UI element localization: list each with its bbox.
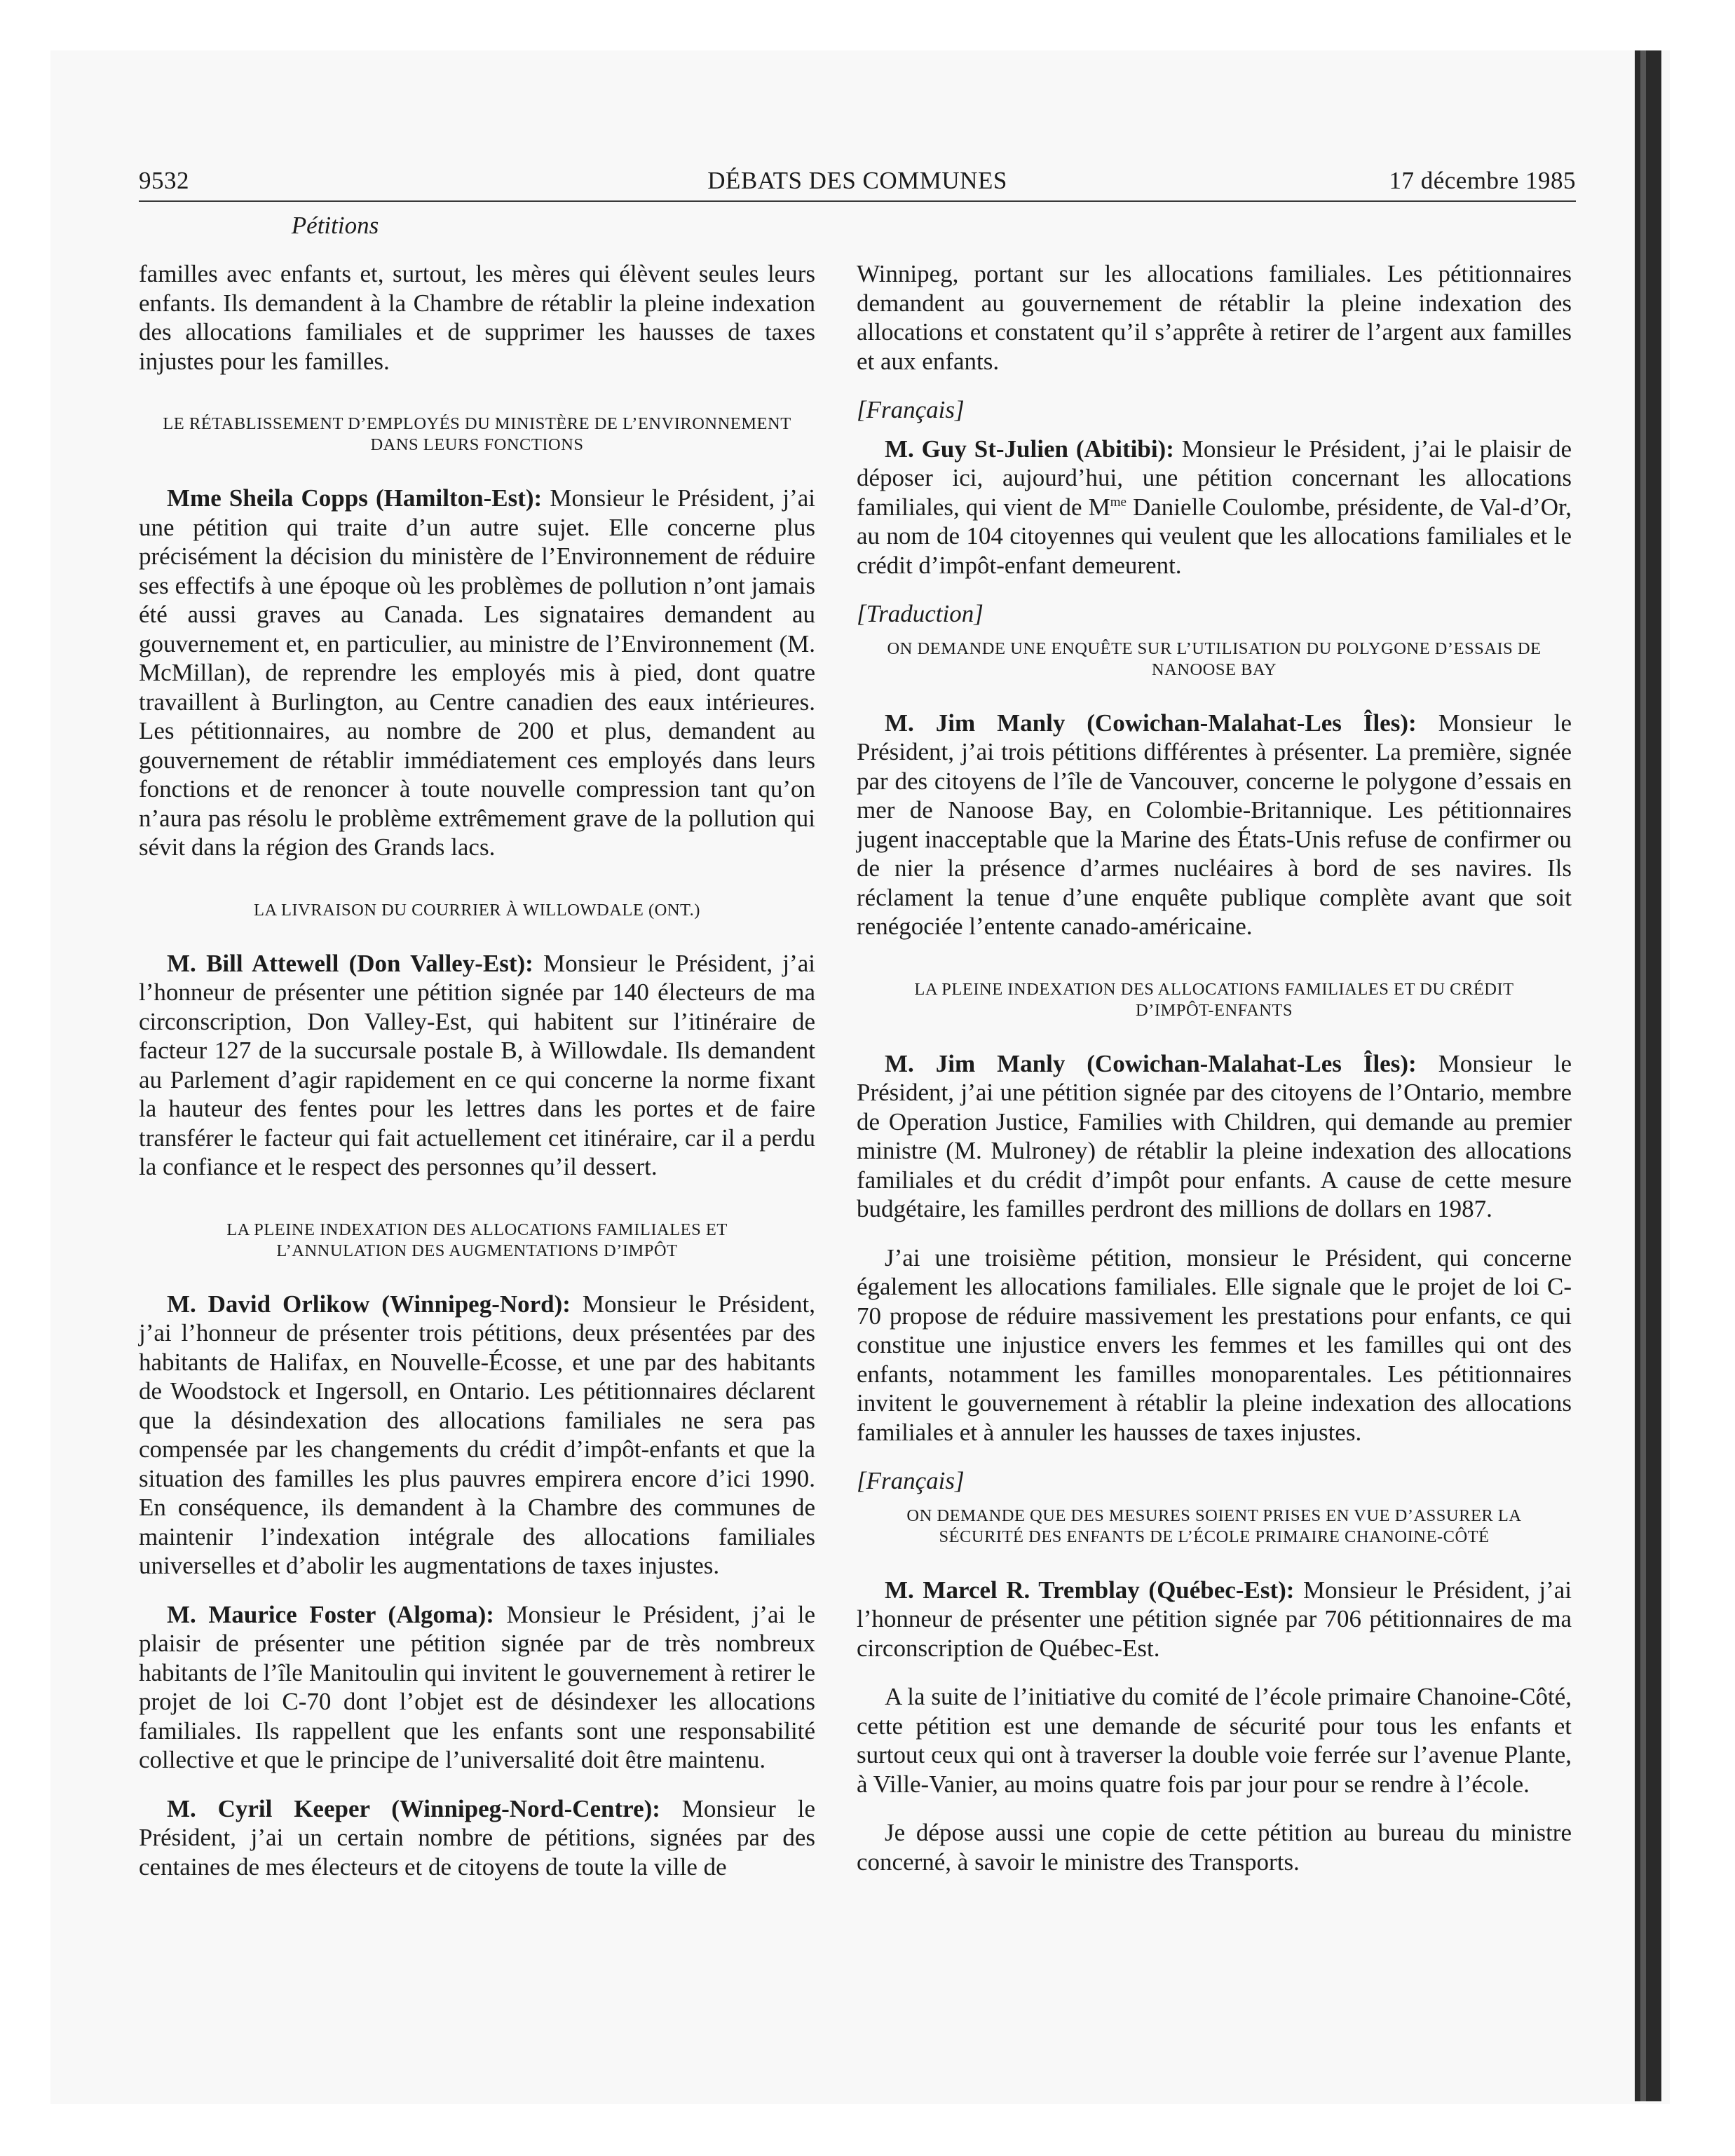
paragraph: Je dépose aussi une copie de cette pétition au bureau du ministre concerné, à savoir le ministre des Transports.: [857, 1819, 1572, 1876]
speaker-name: M. David Orlikow (Winnipeg-Nord):: [167, 1290, 571, 1318]
paragraph: Winnipeg, portant sur les allocations familiales. Les pétitionnaires demandent au gouvernement de rétablir la pleine indexation des allocations et constatent qu’il s’apprête à retirer de l’argent aux familles et aux enfants.: [857, 260, 1572, 375]
language-marker: [Français]: [857, 1467, 965, 1494]
page-date: 17 décembre 1985: [1389, 167, 1576, 194]
paragraph-text: Monsieur le Président, j’ai le plaisir de présenter une pétition signée par de très nombreux habitants de l’île Manitoulin qui invitent le gouvernement à retirer le projet de loi C-70 dont l’objet est de désindexer les allocations familiales. Ils rappellent que les enfants sont une responsabilité collective et que le principe de l’universalité doit être maintenu.: [139, 1600, 816, 1773]
paragraph: [139, 949, 815, 1182]
superscript: me: [1110, 494, 1127, 510]
scan-edge-highlight: [1640, 50, 1646, 2101]
paragraph-text: Monsieur le Président, j’ai une pétition signée par des citoyens de l’Ontario, membre de Operation Justice, Families with Children, qui demande au premier ministre (M. Mulroney) de rétablir la pleine indexation des allocations familiales et du crédit d’impôt pour enfants. A cause de cette mesure budgétaire, les familles perdront des millions de dollars en 1987.: [857, 1049, 1572, 1222]
paragraph: [857, 1049, 1572, 1224]
speaker-name: M. Bill Attewell (Don Valley-Est):: [167, 949, 533, 977]
paragraph-text: Monsieur le Président, j’ai le plaisir de déposer ici, aujourd’hui, une pétition concernant les allocations familiales, qui vient de M: [857, 435, 1572, 521]
speaker-name: M. Jim Manly (Cowichan-Malahat-Les Îles):: [885, 1049, 1417, 1077]
scan-edge-shadow: [1635, 50, 1661, 2101]
paragraph-text: Monsieur le Président, j’ai trois pétitions différentes à présenter. La première, signée par des citoyens de l’île de Vancouver, concerne le polygone d’essais en mer de Nanoose Bay, en Colombie-Britannique. Les pétitionnaires jugent inacceptable que la Marine des États-Unis refuse de confirmer ou de nier la présence d’armes nucléaires à bord de ses navires. Ils réclament la tenue d’une enquête publique complète avant que soit renégociée l’entente canado-américaine.: [857, 709, 1572, 940]
left-column: [139, 259, 815, 1901]
paragraph-text: Monsieur le Président, j’ai une pétition qui traite d’un autre sujet. Elle concerne plus précisément la décision du ministère de l’Environnement de réduire ses effectifs à une époque où les problèmes de pollution n’ont jamais été aussi graves au Canada. Les signataires demandent au gouvernement et, en particulier, au ministre de l’Environnement (M. McMillan), de reprendre les employés mis à pied, dont quatre travaillent à Burlington, au Centre canadien des eaux intérieures. Les pétitionnaires, au nombre de 200 et plus, demandent au gouvernement de rétablir immédiatement ces employés dans leurs fonctions et de renoncer à toute nouvelle compression tant qu’on n’aura pas résolu le problème extrêmement grave de la pollution qui sévit dans la région des Grands lacs.: [139, 484, 816, 861]
paragraph-text: Monsieur le Président, j’ai un certain nombre de pétitions, signées par des centaines de mes électeurs et de citoyens de toute la ville de: [139, 1794, 816, 1881]
right-column: [857, 259, 1572, 1896]
paragraph-text: Monsieur le Président, j’ai l’honneur de présenter une pétition signée par 140 électeurs de ma circonscription, Don Valley-Est, qui habitent sur l’itinéraire de facteur 127 de la succursale postale B, à Willowdale. Ils demandent au Parlement d’agir rapidement en ce qui concerne la norme fixant la hauteur des fentes pour les lettres dans les portes et de faire transférer le facteur qui fait actuellement cet itinéraire, car il a perdu la confiance et le respect des personnes qu’il dessert.: [139, 949, 815, 1180]
section-label: Pétitions: [291, 212, 379, 239]
page-header: [139, 158, 1576, 202]
speaker-name: M. Jim Manly (Cowichan-Malahat-Les Îles):: [885, 709, 1417, 737]
language-marker: [Français]: [857, 396, 965, 423]
paragraph: J’ai une troisième pétition, monsieur le Président, qui concerne également les allocations familiales. Elle signale que le projet de loi C-70 propose de réduire massivement les prestations pour enfants, ce qui constitue une injustice envers les femmes et les familles qui ont des enfants, notamment les familles monoparentales. Les pétitionnaires invitent le gouvernement à rétablir la pleine indexation des allocations familiales et à annuler les hausses de taxes injustes.: [857, 1243, 1572, 1446]
speaker-name: Mme Sheila Copps (Hamilton-Est):: [167, 484, 543, 512]
rubric-heading: LE RÉTABLISSEMENT D’EMPLOYÉS DU MINISTÈRE DE L’ENVIRONNEMENT DANS LEURS FONCTIONS: [163, 414, 791, 454]
speaker-name: M. Maurice Foster (Algoma):: [167, 1600, 494, 1628]
paragraph: [857, 1576, 1572, 1663]
paragraph: [857, 435, 1572, 580]
page-number: 9532: [139, 167, 189, 194]
paragraph: [139, 1290, 815, 1581]
paragraph-text: Danielle Coulombe, présidente, de Val-d’Or, au nom de 104 citoyennes qui veulent que les allocations familiales et le crédit d’impôt-enfant demeurent.: [857, 493, 1572, 579]
paragraph: [857, 709, 1572, 941]
publication-title: DÉBATS DES COMMUNES: [707, 167, 1007, 194]
paragraph: [139, 484, 815, 862]
paragraph-text: Monsieur le Président, j’ai l’honneur de présenter une pétition signée par 706 pétitionnaires de ma circonscription de Québec-Est.: [857, 1576, 1572, 1662]
rubric-heading: ON DEMANDE QUE DES MESURES SOIENT PRISES EN VUE D’ASSURER LA SÉCURITÉ DES ENFANTS DE L’ÉCOLE PRIMAIRE CHANOINE-CÔTÉ: [906, 1506, 1522, 1546]
speaker-name: M. Cyril Keeper (Winnipeg-Nord-Centre):: [167, 1794, 660, 1822]
rubric-heading: LA PLEINE INDEXATION DES ALLOCATIONS FAMILIALES ET DU CRÉDIT D’IMPÔT-ENFANTS: [914, 979, 1514, 1020]
speaker-name: M. Marcel R. Tremblay (Québec-Est):: [885, 1576, 1295, 1604]
paragraph-text: Monsieur le Président, j’ai l’honneur de présenter trois pétitions, deux présentées par des habitants de Halifax, en Nouvelle-Écosse, et une par des habitants de Woodstock et Ingersoll, en Ontario. Les pétitionnaires déclarent que la désindexation des allocations familiales ne sera pas compensée par les changements du crédit d’impôt-enfants et que la situation des familles les plus pauvres empirera encore d’ici 1990. En conséquence, ils demandent à la Chambre des communes de maintenir l’indexation intégrale des allocations familiales universelles et d’abolir les augmentations de taxes injustes.: [139, 1290, 815, 1579]
rubric-heading: LA PLEINE INDEXATION DES ALLOCATIONS FAMILIALES ET L’ANNULATION DES AUGMENTATIONS D’IMPÔT: [226, 1220, 728, 1260]
paragraph: familles avec enfants et, surtout, les mères qui élèvent seules leurs enfants. Ils demandent à la Chambre de rétablir la pleine indexation des allocations familiales et de supprimer les hausses de taxes injustes pour les familles.: [139, 260, 815, 375]
language-marker: [Traduction]: [857, 600, 984, 627]
paragraph: [139, 1600, 815, 1775]
rubric-heading: LA LIVRAISON DU COURRIER À WILLOWDALE (ONT.): [254, 900, 700, 920]
rubric-heading: ON DEMANDE UNE ENQUÊTE SUR L’UTILISATION DU POLYGONE D’ESSAIS DE NANOOSE BAY: [887, 639, 1542, 679]
paragraph: A la suite de l’initiative du comité de l’école primaire Chanoine-Côté, cette pétition est une demande de sécurité pour tous les enfants et surtout ceux qui ont à traverser la double voie ferrée sur l’avenue Plante, à Ville-Vanier, au moins quatre fois par jour pour se rendre à l’école.: [857, 1683, 1572, 1798]
speaker-name: M. Guy St-Julien (Abitibi):: [885, 435, 1174, 463]
paragraph: [139, 1794, 815, 1882]
